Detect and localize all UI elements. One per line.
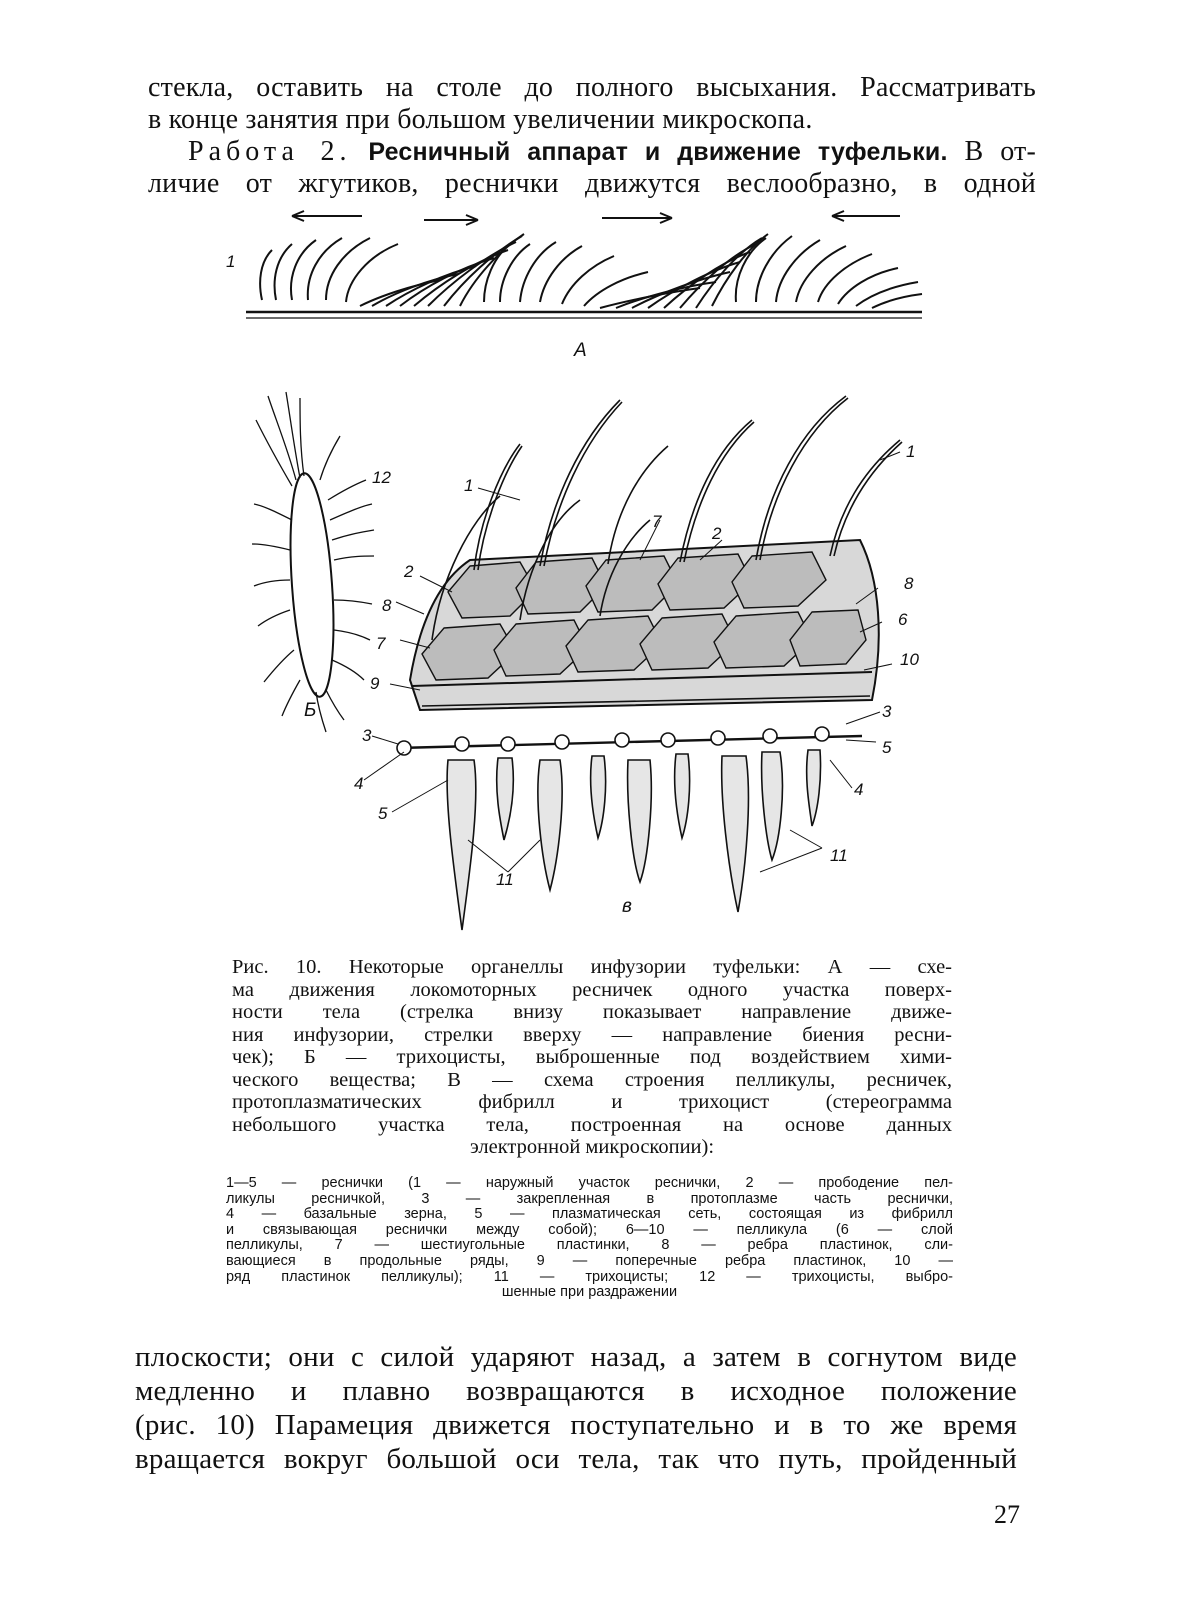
text-line: личие от жгутиков, реснички движутся веслообразно, в одной <box>148 168 1036 199</box>
caption-line: чек); Б — трихоцисты, выброшенные под воздействием хими- <box>232 1046 952 1068</box>
panel-label-b: Б <box>304 700 317 721</box>
caption-line: ма движения локомоторных ресничек одного участка поверх- <box>232 978 952 1001</box>
text-line: (рис. 10) Парамеция движется поступательно и в то же время <box>135 1409 1017 1441</box>
label-v-7: 7 <box>376 634 386 653</box>
label-v-8: 8 <box>904 574 914 593</box>
label-a-1: 1 <box>226 252 236 271</box>
text-fragment: В от- <box>964 136 1036 167</box>
label-v-8: 8 <box>382 596 392 615</box>
label-v-5: 5 <box>882 738 892 757</box>
figure-legend <box>226 1176 953 1301</box>
caption-line: электронной микроскопии): <box>469 1136 715 1158</box>
text-line: вращается вокруг большой оси тела, так что путь, пройденный <box>135 1443 1017 1475</box>
caption-line: Рис. 10. Некоторые органеллы инфузории туфельки: А — схе- <box>232 956 952 978</box>
label-v-4: 4 <box>354 774 364 793</box>
label-v-2: 2 <box>404 562 414 581</box>
legend-line: вающиеся в продольные ряды, 9 — поперечные ребра пластинок, 10 — <box>226 1252 953 1269</box>
panel-label-v: в <box>622 896 632 917</box>
legend-line: шенные при раздражении <box>501 1284 678 1301</box>
panel-label-a: А <box>574 340 587 361</box>
label-v-7: 7 <box>652 512 662 531</box>
legend-line: пелликулы, 7 — шестиугольные пластинки, 8 — ребра пластинок, сли- <box>226 1237 953 1254</box>
text-line: плоскости; они с силой ударяют назад, а затем в согнутом виде <box>135 1341 1017 1373</box>
caption-line: ния инфузории, стрелки вверху — направление биения ресни- <box>232 1023 952 1046</box>
label-v-9: 9 <box>370 674 380 693</box>
legend-line: и связывающая реснички между собой); 6—10 — пелликула (6 — слой <box>226 1221 953 1238</box>
label-v-1: 1 <box>906 442 916 461</box>
label-v-5: 5 <box>378 804 388 823</box>
caption-line: небольшого участка тела, построенная на основе данных <box>232 1113 952 1136</box>
page-number: 27 <box>994 1500 1020 1529</box>
label-v-3: 3 <box>362 726 372 745</box>
label-b-12: 12 <box>372 468 391 487</box>
bottom-paragraph <box>135 1340 1017 1476</box>
caption-line: протоплазматических фибрилл и трихоцист (стереограмма <box>232 1091 952 1113</box>
legend-line: 1—5 — реснички (1 — наружный участок реснички, 2 — прободение пел- <box>226 1175 953 1191</box>
label-v-11: 11 <box>496 870 514 889</box>
text-line: медленно и плавно возвращаются в исходное положение <box>135 1375 1017 1407</box>
label-v-4: 4 <box>854 780 864 799</box>
work-label: Работа 2. <box>188 136 352 167</box>
work-title: Ресничный аппарат и движение туфельки. <box>368 138 948 166</box>
text-line: в конце занятия при большом увеличении микроскопа. <box>148 104 813 135</box>
label-v-3: 3 <box>882 702 892 721</box>
text-line: стекла, оставить на столе до полного высыхания. Рассматривать <box>148 72 1036 103</box>
label-v-11: 11 <box>830 846 848 865</box>
caption-line: ческого вещества; В — схема строения пелликулы, ресничек, <box>232 1068 952 1091</box>
label-v-2: 2 <box>712 524 722 543</box>
label-v-6: 6 <box>898 610 908 629</box>
label-v-10: 10 <box>900 650 919 669</box>
legend-line: ликулы ресничкой, 3 — закрепленная в протоплазме часть реснички, <box>226 1190 953 1207</box>
figure-caption <box>232 956 952 1159</box>
label-v-1: 1 <box>464 476 474 495</box>
legend-line: 4 — базальные зерна, 5 — плазматическая сеть, состоящая из фибрилл <box>226 1206 953 1223</box>
caption-line: ности тела (стрелка внизу показывает направление движе- <box>232 1001 952 1023</box>
legend-line: ряд пластинок пелликулы); 11 — трихоцисты; 12 — трихоцисты, выбро- <box>226 1268 953 1285</box>
